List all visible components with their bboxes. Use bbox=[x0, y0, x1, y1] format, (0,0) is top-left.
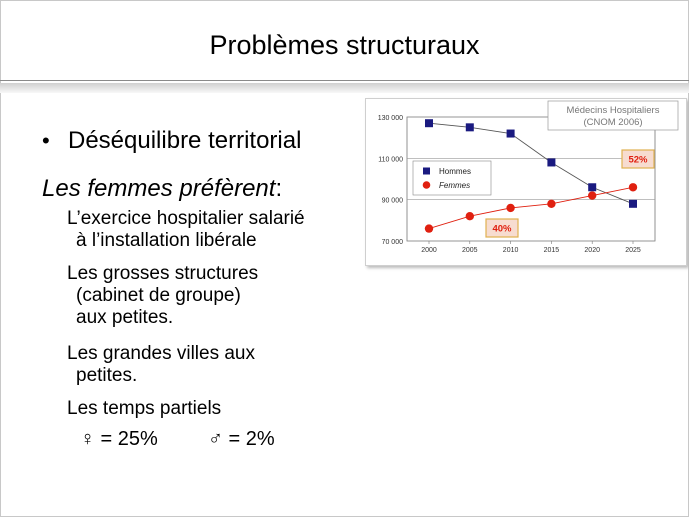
data-point bbox=[506, 204, 514, 212]
list-item bbox=[67, 263, 258, 329]
x-tick-label: 2000 bbox=[421, 247, 437, 254]
lead-colon: : bbox=[275, 175, 283, 202]
male-ratio: ♂ = 2% bbox=[208, 428, 275, 450]
list-item-line: Les temps partiels bbox=[67, 398, 222, 419]
x-tick-label: 2020 bbox=[584, 247, 600, 254]
legend-marker bbox=[423, 168, 430, 175]
title-band bbox=[0, 0, 689, 81]
chart-subtitle: (CNOM 2006) bbox=[583, 117, 643, 128]
annotation-label: 40% bbox=[492, 223, 512, 235]
data-point bbox=[629, 183, 637, 191]
x-tick-label: 2010 bbox=[502, 247, 519, 254]
y-tick-label: 110 000 bbox=[378, 156, 403, 164]
chart-panel bbox=[365, 98, 687, 266]
female-ratio: ♀ = 25% bbox=[80, 428, 158, 450]
line-chart bbox=[366, 99, 686, 265]
list-item-line: Les grosses structures bbox=[67, 263, 259, 284]
lead-line bbox=[42, 175, 282, 203]
data-point bbox=[425, 224, 433, 232]
list-item bbox=[67, 398, 221, 420]
lead-italic-text: Les femmes préfèrent bbox=[42, 175, 276, 202]
y-tick-label: 70 000 bbox=[381, 239, 403, 246]
legend-marker bbox=[423, 181, 431, 189]
list-item-line: petites. bbox=[76, 365, 138, 386]
data-point bbox=[547, 200, 555, 208]
data-point bbox=[547, 158, 555, 166]
legend-label: Hommes bbox=[439, 167, 472, 176]
y-tick-label: 130 000 bbox=[377, 115, 403, 122]
list-item-line: aux petites. bbox=[76, 307, 174, 328]
main-bullet bbox=[42, 127, 301, 155]
x-tick-label: 2005 bbox=[462, 247, 478, 254]
list-item-line: (cabinet de groupe) bbox=[76, 285, 241, 306]
slide-title: Problèmes structuraux bbox=[209, 30, 480, 60]
data-point bbox=[425, 119, 433, 127]
x-tick-label: 2015 bbox=[543, 247, 560, 254]
main-bullet-text: Déséquilibre territorial bbox=[68, 127, 302, 154]
data-point bbox=[466, 123, 474, 131]
list-item bbox=[67, 343, 255, 387]
list-item-line: Les grandes villes aux bbox=[67, 343, 255, 364]
title-divider bbox=[0, 83, 689, 93]
data-point bbox=[588, 191, 596, 199]
data-point bbox=[588, 183, 596, 191]
chart-title: Médecins Hospitaliers bbox=[566, 105, 660, 116]
y-tick-label: 90 000 bbox=[381, 197, 403, 205]
legend-label: Femmes bbox=[439, 181, 471, 190]
data-point bbox=[507, 130, 515, 138]
list-item-line: L’exercice hospitalier salarié bbox=[67, 208, 305, 229]
list-item-line: à l’installation libérale bbox=[76, 230, 257, 251]
data-point bbox=[466, 212, 474, 220]
list-item bbox=[67, 208, 305, 252]
bullet-dot-icon: • bbox=[42, 128, 50, 153]
data-point bbox=[629, 200, 637, 208]
x-tick-label: 2025 bbox=[625, 247, 641, 254]
annotation-label: 52% bbox=[628, 154, 648, 166]
